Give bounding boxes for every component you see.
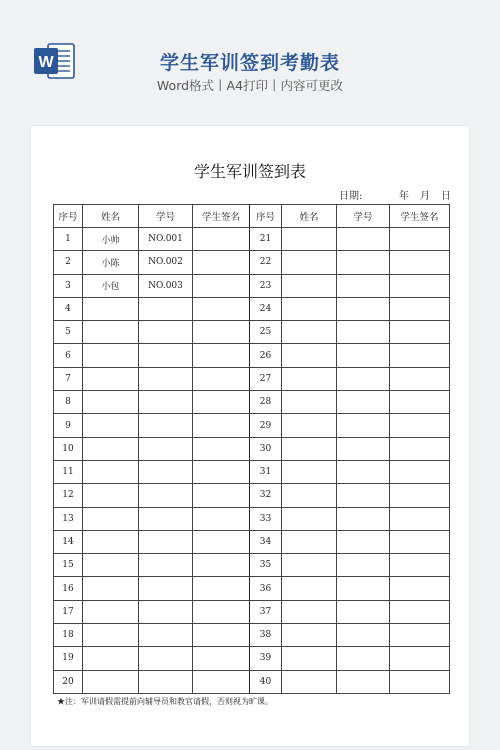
row-number: 25 bbox=[250, 321, 282, 344]
signature-cell bbox=[193, 274, 250, 297]
student-name bbox=[83, 391, 139, 414]
student-id bbox=[337, 554, 390, 577]
svg-text:W: W bbox=[38, 54, 54, 71]
row-number: 13 bbox=[54, 507, 83, 530]
table-row bbox=[54, 228, 450, 251]
row-number: 1 bbox=[54, 228, 83, 251]
signature-cell bbox=[390, 530, 450, 553]
row-number: 9 bbox=[54, 414, 83, 437]
table-header-row bbox=[54, 205, 450, 228]
student-id bbox=[139, 321, 193, 344]
student-name bbox=[282, 507, 337, 530]
row-number: 36 bbox=[250, 577, 282, 600]
signature-cell bbox=[390, 391, 450, 414]
row-number: 40 bbox=[250, 670, 282, 693]
row-number: 24 bbox=[250, 297, 282, 320]
row-number: 14 bbox=[54, 530, 83, 553]
student-name bbox=[83, 460, 139, 483]
table-row bbox=[54, 437, 450, 460]
column-header: 学号 bbox=[337, 205, 390, 228]
row-number: 30 bbox=[250, 437, 282, 460]
table-row bbox=[54, 624, 450, 647]
table-row bbox=[54, 297, 450, 320]
signature-cell bbox=[193, 228, 250, 251]
signature-cell bbox=[193, 554, 250, 577]
sheet-title: 学生军训签到表 bbox=[193, 162, 306, 181]
student-id bbox=[139, 460, 193, 483]
student-id bbox=[139, 437, 193, 460]
student-name bbox=[83, 507, 139, 530]
student-id bbox=[337, 577, 390, 600]
student-name bbox=[83, 297, 139, 320]
signature-cell bbox=[193, 600, 250, 623]
row-number: 19 bbox=[54, 647, 83, 670]
student-name bbox=[282, 228, 337, 251]
student-id bbox=[337, 321, 390, 344]
student-id bbox=[337, 297, 390, 320]
signature-cell bbox=[390, 460, 450, 483]
student-name bbox=[282, 647, 337, 670]
table-row bbox=[54, 251, 450, 274]
student-id bbox=[337, 600, 390, 623]
table-row bbox=[54, 530, 450, 553]
row-number: 5 bbox=[54, 321, 83, 344]
student-name: 小包 bbox=[83, 274, 139, 297]
signature-cell bbox=[193, 577, 250, 600]
student-id bbox=[139, 647, 193, 670]
table-row bbox=[54, 647, 450, 670]
table-row bbox=[54, 321, 450, 344]
row-number: 28 bbox=[250, 391, 282, 414]
student-id bbox=[337, 484, 390, 507]
student-id bbox=[139, 530, 193, 553]
student-name bbox=[83, 344, 139, 367]
table-row bbox=[54, 391, 450, 414]
student-id bbox=[337, 647, 390, 670]
column-header: 姓名 bbox=[83, 205, 139, 228]
student-name bbox=[83, 484, 139, 507]
student-name bbox=[282, 670, 337, 693]
signature-cell bbox=[390, 367, 450, 390]
signature-cell bbox=[390, 321, 450, 344]
row-number: 35 bbox=[250, 554, 282, 577]
student-name bbox=[282, 321, 337, 344]
student-id bbox=[139, 600, 193, 623]
row-number: 23 bbox=[250, 274, 282, 297]
student-id bbox=[139, 624, 193, 647]
student-id bbox=[139, 484, 193, 507]
signature-cell bbox=[193, 460, 250, 483]
signature-cell bbox=[193, 321, 250, 344]
row-number: 33 bbox=[250, 507, 282, 530]
row-number: 22 bbox=[250, 251, 282, 274]
student-id bbox=[139, 344, 193, 367]
signature-cell bbox=[390, 554, 450, 577]
row-number: 10 bbox=[54, 437, 83, 460]
document-title: 学生军训签到考勤表 bbox=[159, 52, 340, 74]
student-name bbox=[282, 251, 337, 274]
student-id bbox=[139, 577, 193, 600]
student-id: NO.001 bbox=[139, 228, 193, 251]
student-name bbox=[83, 530, 139, 553]
signature-cell bbox=[390, 274, 450, 297]
signature-cell bbox=[193, 367, 250, 390]
row-number: 6 bbox=[54, 344, 83, 367]
student-id: NO.003 bbox=[139, 274, 193, 297]
table-row bbox=[54, 367, 450, 390]
student-id bbox=[139, 670, 193, 693]
student-id bbox=[337, 391, 390, 414]
student-id bbox=[337, 414, 390, 437]
date-month-label: 月 bbox=[420, 191, 430, 202]
signature-cell bbox=[193, 484, 250, 507]
document-page bbox=[31, 126, 469, 746]
student-name bbox=[282, 297, 337, 320]
row-number: 16 bbox=[54, 577, 83, 600]
row-number: 7 bbox=[54, 367, 83, 390]
student-name: 小陈 bbox=[83, 251, 139, 274]
date-year-label: 年 bbox=[399, 191, 409, 202]
signature-cell bbox=[390, 228, 450, 251]
student-name bbox=[282, 530, 337, 553]
student-id bbox=[337, 274, 390, 297]
student-id: NO.002 bbox=[139, 251, 193, 274]
signature-cell bbox=[390, 437, 450, 460]
row-number: 21 bbox=[250, 228, 282, 251]
row-number: 31 bbox=[250, 460, 282, 483]
student-id bbox=[139, 414, 193, 437]
student-name bbox=[83, 437, 139, 460]
column-header: 姓名 bbox=[282, 205, 337, 228]
student-name: 小帅 bbox=[83, 228, 139, 251]
column-header: 序号 bbox=[54, 205, 83, 228]
signature-cell bbox=[193, 414, 250, 437]
signature-cell bbox=[390, 647, 450, 670]
student-name bbox=[282, 577, 337, 600]
table-row bbox=[54, 600, 450, 623]
student-name bbox=[83, 670, 139, 693]
student-name bbox=[282, 554, 337, 577]
column-header: 序号 bbox=[250, 205, 282, 228]
row-number: 26 bbox=[250, 344, 282, 367]
row-number: 8 bbox=[54, 391, 83, 414]
student-id bbox=[337, 530, 390, 553]
signature-cell bbox=[390, 577, 450, 600]
student-name bbox=[83, 600, 139, 623]
student-name bbox=[83, 554, 139, 577]
signature-cell bbox=[390, 600, 450, 623]
student-id bbox=[337, 460, 390, 483]
document-subtitle: Word格式丨A4打印丨内容可更改 bbox=[156, 78, 344, 93]
table-row bbox=[54, 554, 450, 577]
column-header: 学号 bbox=[139, 205, 193, 228]
signature-cell bbox=[390, 670, 450, 693]
student-id bbox=[337, 251, 390, 274]
signature-cell bbox=[193, 251, 250, 274]
date-label: 日期: bbox=[339, 191, 363, 202]
student-name bbox=[282, 484, 337, 507]
signature-cell bbox=[390, 251, 450, 274]
signature-cell bbox=[390, 624, 450, 647]
row-number: 11 bbox=[54, 460, 83, 483]
student-name bbox=[282, 391, 337, 414]
table-row bbox=[54, 274, 450, 297]
signature-cell bbox=[193, 647, 250, 670]
student-id bbox=[139, 367, 193, 390]
student-id bbox=[139, 507, 193, 530]
table-row bbox=[54, 577, 450, 600]
signature-cell bbox=[390, 297, 450, 320]
footnote: ★注：军训请假需提前向辅导员和教官请假，否则视为旷课。 bbox=[57, 697, 273, 706]
table-row bbox=[54, 484, 450, 507]
student-name bbox=[282, 437, 337, 460]
row-number: 3 bbox=[54, 274, 83, 297]
student-id bbox=[139, 554, 193, 577]
row-number: 27 bbox=[250, 367, 282, 390]
column-header: 学生签名 bbox=[390, 205, 450, 228]
student-name bbox=[282, 600, 337, 623]
signature-cell bbox=[193, 344, 250, 367]
table-row bbox=[54, 344, 450, 367]
table-row bbox=[54, 507, 450, 530]
row-number: 2 bbox=[54, 251, 83, 274]
student-id bbox=[337, 228, 390, 251]
student-name bbox=[282, 460, 337, 483]
row-number: 32 bbox=[250, 484, 282, 507]
signature-cell bbox=[193, 297, 250, 320]
signature-cell bbox=[193, 530, 250, 553]
row-number: 20 bbox=[54, 670, 83, 693]
table-row bbox=[54, 414, 450, 437]
signature-cell bbox=[390, 344, 450, 367]
student-name bbox=[282, 414, 337, 437]
table-row bbox=[54, 460, 450, 483]
signature-cell bbox=[193, 670, 250, 693]
row-number: 38 bbox=[250, 624, 282, 647]
column-header: 学生签名 bbox=[193, 205, 250, 228]
row-number: 15 bbox=[54, 554, 83, 577]
table-row bbox=[54, 670, 450, 693]
student-id bbox=[337, 624, 390, 647]
student-name bbox=[282, 624, 337, 647]
row-number: 18 bbox=[54, 624, 83, 647]
row-number: 4 bbox=[54, 297, 83, 320]
student-id bbox=[337, 507, 390, 530]
student-id bbox=[337, 344, 390, 367]
student-name bbox=[83, 647, 139, 670]
signature-cell bbox=[390, 414, 450, 437]
row-number: 17 bbox=[54, 600, 83, 623]
student-name bbox=[83, 624, 139, 647]
signature-cell bbox=[193, 507, 250, 530]
student-name bbox=[83, 367, 139, 390]
row-number: 37 bbox=[250, 600, 282, 623]
student-name bbox=[282, 367, 337, 390]
table-body bbox=[54, 228, 450, 694]
student-id bbox=[139, 391, 193, 414]
attendance-table bbox=[53, 204, 450, 694]
student-id bbox=[337, 670, 390, 693]
signature-cell bbox=[390, 507, 450, 530]
signature-cell bbox=[193, 437, 250, 460]
preview-header bbox=[0, 0, 500, 125]
student-name bbox=[282, 344, 337, 367]
student-id bbox=[337, 367, 390, 390]
student-name bbox=[83, 321, 139, 344]
row-number: 12 bbox=[54, 484, 83, 507]
student-name bbox=[83, 577, 139, 600]
signature-cell bbox=[193, 624, 250, 647]
signature-cell bbox=[390, 484, 450, 507]
row-number: 39 bbox=[250, 647, 282, 670]
student-name bbox=[282, 274, 337, 297]
row-number: 34 bbox=[250, 530, 282, 553]
student-id bbox=[337, 437, 390, 460]
student-id bbox=[139, 297, 193, 320]
row-number: 29 bbox=[250, 414, 282, 437]
date-day-label: 日 bbox=[441, 191, 451, 202]
student-name bbox=[83, 414, 139, 437]
signature-cell bbox=[193, 391, 250, 414]
